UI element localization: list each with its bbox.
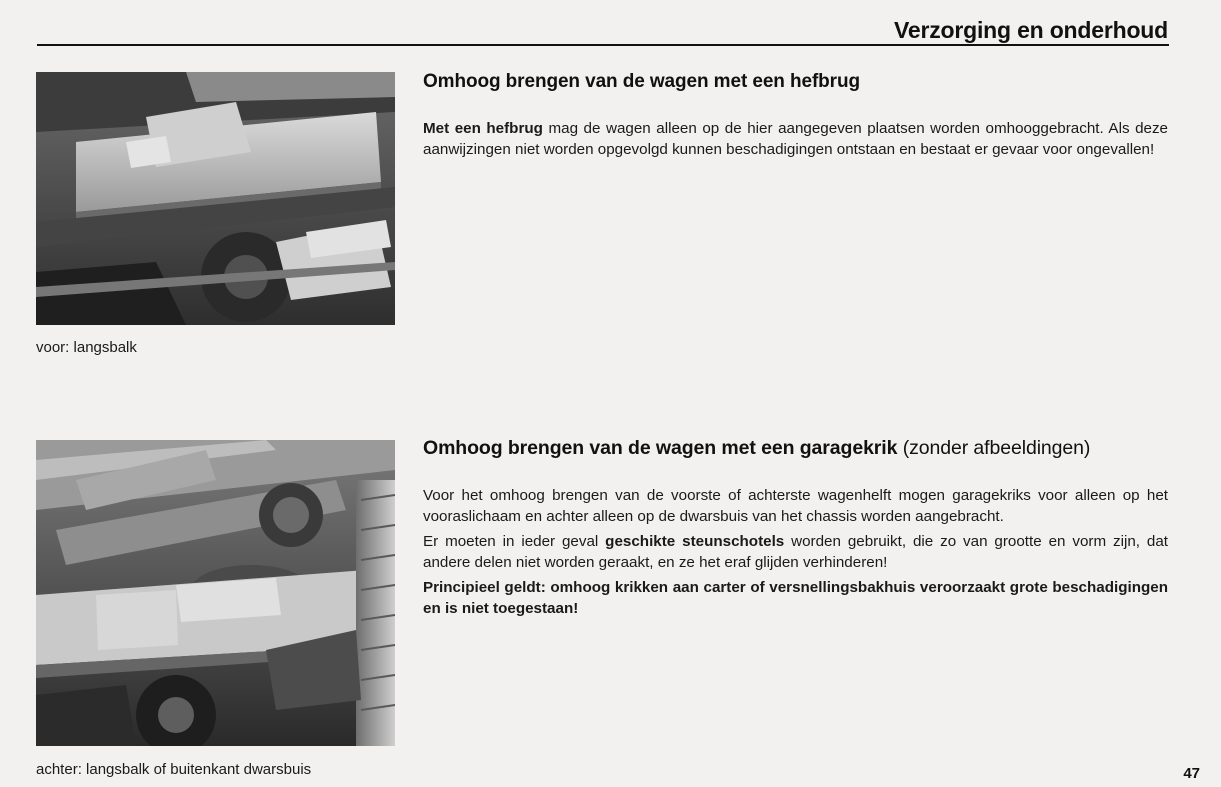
heading-main: Omhoog brengen van de wagen met een garagekrik: [423, 437, 898, 459]
figure-caption-rear: achter: langsbalk of buitenkant dwarsbuis: [36, 761, 312, 778]
paragraph-lift-bridge: [423, 119, 1168, 160]
paragraph-warning: Principieel geldt: omhoog krikken aan carter of versnellingsbakhuis veroorzaakt grote beschadigingen en is niet toegestaan!: [423, 579, 1168, 617]
photo-front-underbody-image: [36, 72, 395, 325]
section-lift-bridge: [423, 71, 1168, 160]
paragraph-support-plates: [423, 532, 1168, 573]
section-garage-jack: [423, 437, 1168, 619]
bold-phrase: Met een hefbrug: [423, 120, 543, 137]
section-heading-lift-bridge: Omhoog brengen van de wagen met een hefbrug: [423, 71, 860, 92]
photo-front-underbody: [36, 72, 395, 325]
paragraph-text: Er moeten in ieder geval: [423, 533, 606, 550]
paragraph-text: worden gebruikt, die zo van grootte en vorm zijn, dat andere delen niet worden geraakt, en ze het eraf glijden verhinderen!: [423, 533, 1168, 571]
heading-sub: (zonder afbeeldingen): [897, 437, 1091, 459]
section-heading-garage-jack: [423, 437, 1168, 460]
figure-caption-front: voor: langsbalk: [36, 339, 137, 356]
paragraph-text: mag de wagen alleen op de hier aangegeven plaatsen worden omhooggebracht. Als deze aanwijzingen niet worden opgevolgd kunnen beschadigingen ontstaan en bestaat er gevaar voor ongevallen!: [423, 120, 1169, 158]
header-rule: [37, 44, 1169, 46]
page-header-title: Verzorging en onderhoud: [894, 17, 1168, 43]
bold-phrase: geschikte steunschotels: [605, 533, 785, 550]
page-number: 47: [1183, 765, 1200, 782]
photo-rear-underbody-image: [36, 440, 395, 746]
paragraph-jack-placement: Voor het omhoog brengen van de voorste of achterste wagenhelft mogen garagekriks voor alleen op het vooraslichaam en achter alleen op de dwarsbuis van het chassis worden aangebracht.: [423, 487, 1168, 525]
photo-rear-underbody: [36, 440, 395, 746]
